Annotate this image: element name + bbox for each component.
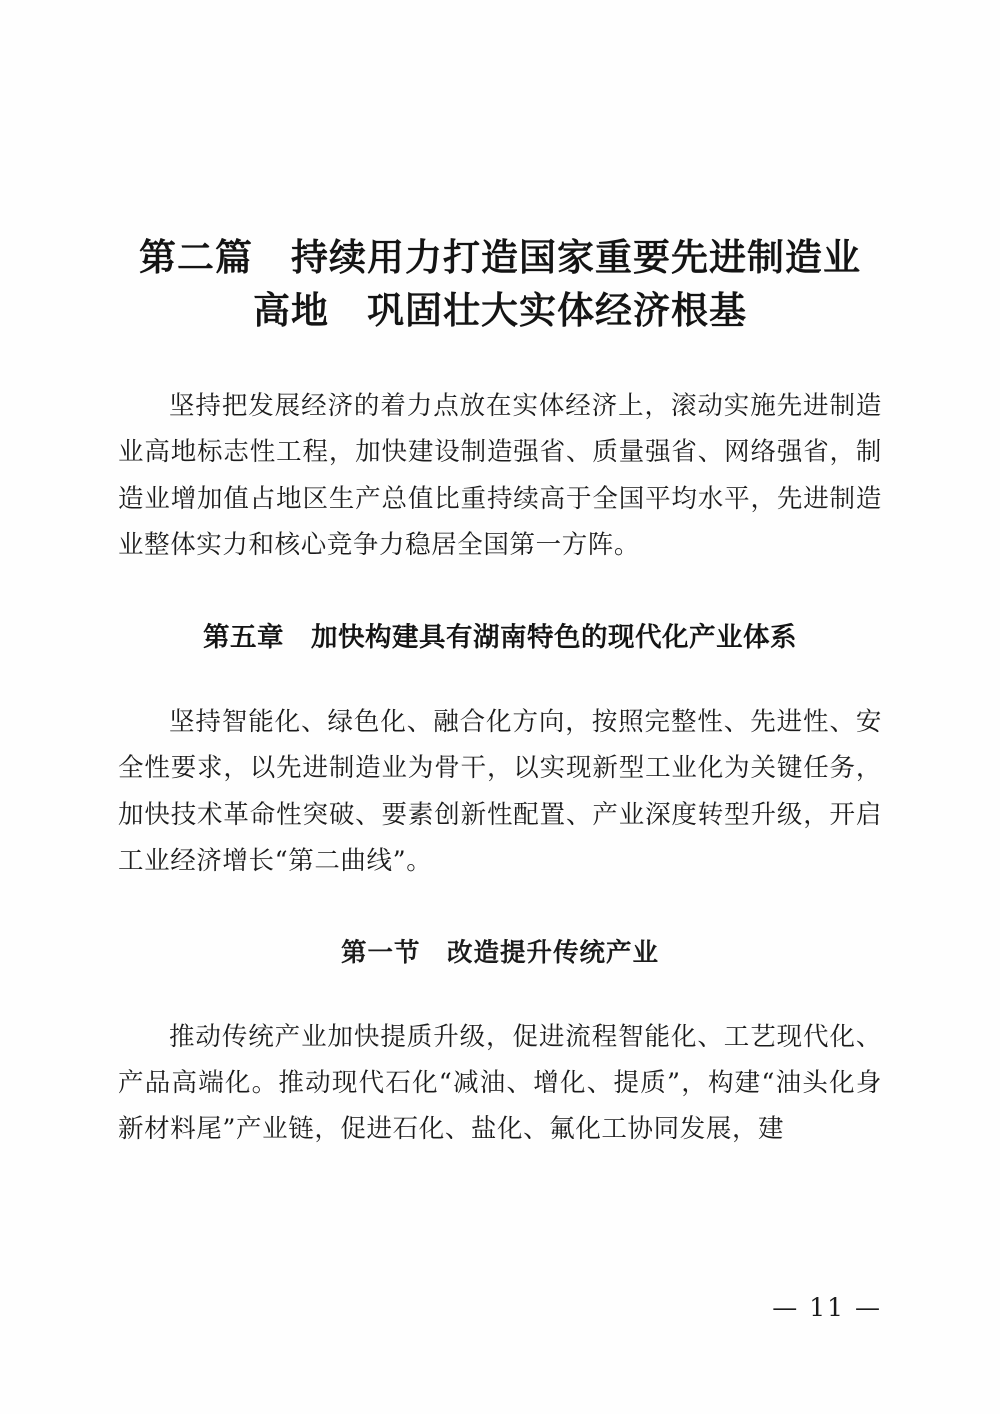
page-number: — 11 — (772, 1293, 882, 1322)
spacer (118, 974, 882, 1014)
spacer (118, 569, 882, 617)
chapter-heading: 第五章 加快构建具有湖南特色的现代化产业体系 (203, 621, 797, 653)
page-content (118, 232, 882, 1153)
spacer (118, 885, 882, 933)
part-title-line-1: 第二篇 持续用力打造国家重要先进制造业 (139, 236, 861, 279)
section-heading: 第一节 改造提升传统产业 (340, 937, 659, 968)
spacer (118, 659, 882, 699)
part-title-line-2: 高地 巩固壮大实体经济根基 (253, 288, 747, 332)
spacer (118, 337, 882, 383)
part-title (118, 232, 882, 337)
paragraph-intro: 坚持把发展经济的着力点放在实体经济上，滚动实施先进制造业高地标志性工程，加快建设制造强省、质量强省、网络强省，制造业增加值占地区生产总值比重持续高于全国平均水平，先进制造业整体实力和核心竞争力稳居全国第一方阵。 (118, 391, 882, 561)
paragraph-chapter-body: 坚持智能化、绿色化、融合化方向，按照完整性、先进性、安全性要求，以先进制造业为骨干，以实现新型工业化为关键任务，加快技术革命性突破、要素创新性配置、产业深度转型升级，开启工业经济增长“第二曲线”。 (118, 707, 882, 877)
paragraph-section-body: 推动传统产业加快提质升级，促进流程智能化、工艺现代化、产品高端化。推动现代石化“减油、增化、提质”，构建“油头化身新材料尾”产业链，促进石化、盐化、氟化工协同发展，建 (118, 1021, 882, 1145)
